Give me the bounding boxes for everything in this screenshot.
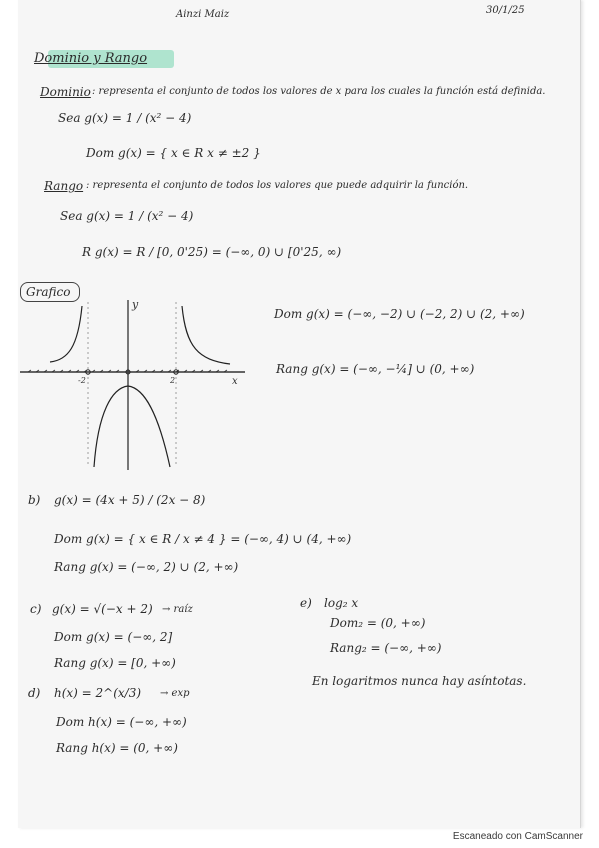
exercise-b-range: Rang g(x) = (−∞, 2) ∪ (2, +∞) (54, 560, 239, 574)
scanner-watermark: Escaneado con CamScanner (452, 831, 583, 842)
function-graph (20, 292, 250, 476)
exercise-e-domain: Dom₂ = (0, +∞) (330, 616, 426, 630)
x-axis-label: x (232, 376, 238, 387)
exercise-c-function: g(x) = √(−x + 2) (52, 602, 153, 616)
exercise-e-label: e) (300, 596, 312, 610)
exercise-c-label: c) (30, 602, 42, 616)
exercise-d-range: Rang h(x) = (0, +∞) (56, 741, 178, 755)
rango-label: Rango (44, 179, 84, 193)
dominio-definition: : representa el conjunto de todos los valores de x para los cuales la función está definida. (92, 86, 546, 97)
exercise-d-function: h(x) = 2^(x/3) (54, 686, 142, 700)
rango-example-function: Sea g(x) = 1 / (x² − 4) (60, 209, 194, 223)
exercise-d-note: → exp (160, 688, 190, 699)
page-title: Dominio y Rango (34, 51, 148, 66)
y-axis-label: y (132, 298, 139, 311)
author-name: Ainzi Maiz (176, 9, 230, 20)
grafico-label: Grafico (26, 285, 71, 299)
exercise-b-label: b) (28, 493, 41, 507)
rango-example-range: R g(x) = R / [0, 0'25) = (−∞, 0) ∪ [0'25, ∞) (82, 245, 342, 259)
exercise-e-function: log₂ x (324, 596, 359, 610)
dominio-example-function: Sea g(x) = 1 / (x² − 4) (58, 111, 192, 125)
dominio-example-domain: Dom g(x) = { x ∈ R x ≠ ±2 } (86, 146, 261, 160)
exercise-c-note: → raíz (162, 604, 193, 615)
rango-definition: : representa el conjunto de todos los valores que puede adquirir la función. (86, 180, 469, 191)
curve-left-branch (50, 306, 82, 362)
page-date: 30/1/25 (486, 5, 525, 16)
exercise-d-domain: Dom h(x) = (−∞, +∞) (56, 715, 187, 729)
exercise-c-domain: Dom g(x) = (−∞, 2] (54, 630, 173, 644)
exercise-c-range: Rang g(x) = [0, +∞) (54, 656, 176, 670)
tick-label-left: -2 (78, 376, 86, 385)
graph-range: Rang g(x) = (−∞, −¼] ∪ (0, +∞) (276, 362, 475, 376)
exercise-e-range: Rang₂ = (−∞, +∞) (330, 641, 442, 655)
exercise-e-note: En logaritmos nunca hay asíntotas. (312, 674, 527, 688)
dominio-label: Dominio (40, 85, 91, 99)
graph-domain: Dom g(x) = (−∞, −2) ∪ (−2, 2) ∪ (2, +∞) (274, 307, 525, 321)
exercise-b-function: g(x) = (4x + 5) / (2x − 8) (54, 493, 206, 507)
curve-right-branch (182, 306, 230, 364)
exercise-d-label: d) (28, 686, 41, 700)
graph-svg (20, 292, 250, 472)
curve-middle-branch (94, 386, 170, 467)
exercise-b-domain: Dom g(x) = { x ∈ R / x ≠ 4 } = (−∞, 4) ∪ (4, +∞) (54, 532, 352, 546)
tick-label-right: 2 (170, 376, 176, 385)
